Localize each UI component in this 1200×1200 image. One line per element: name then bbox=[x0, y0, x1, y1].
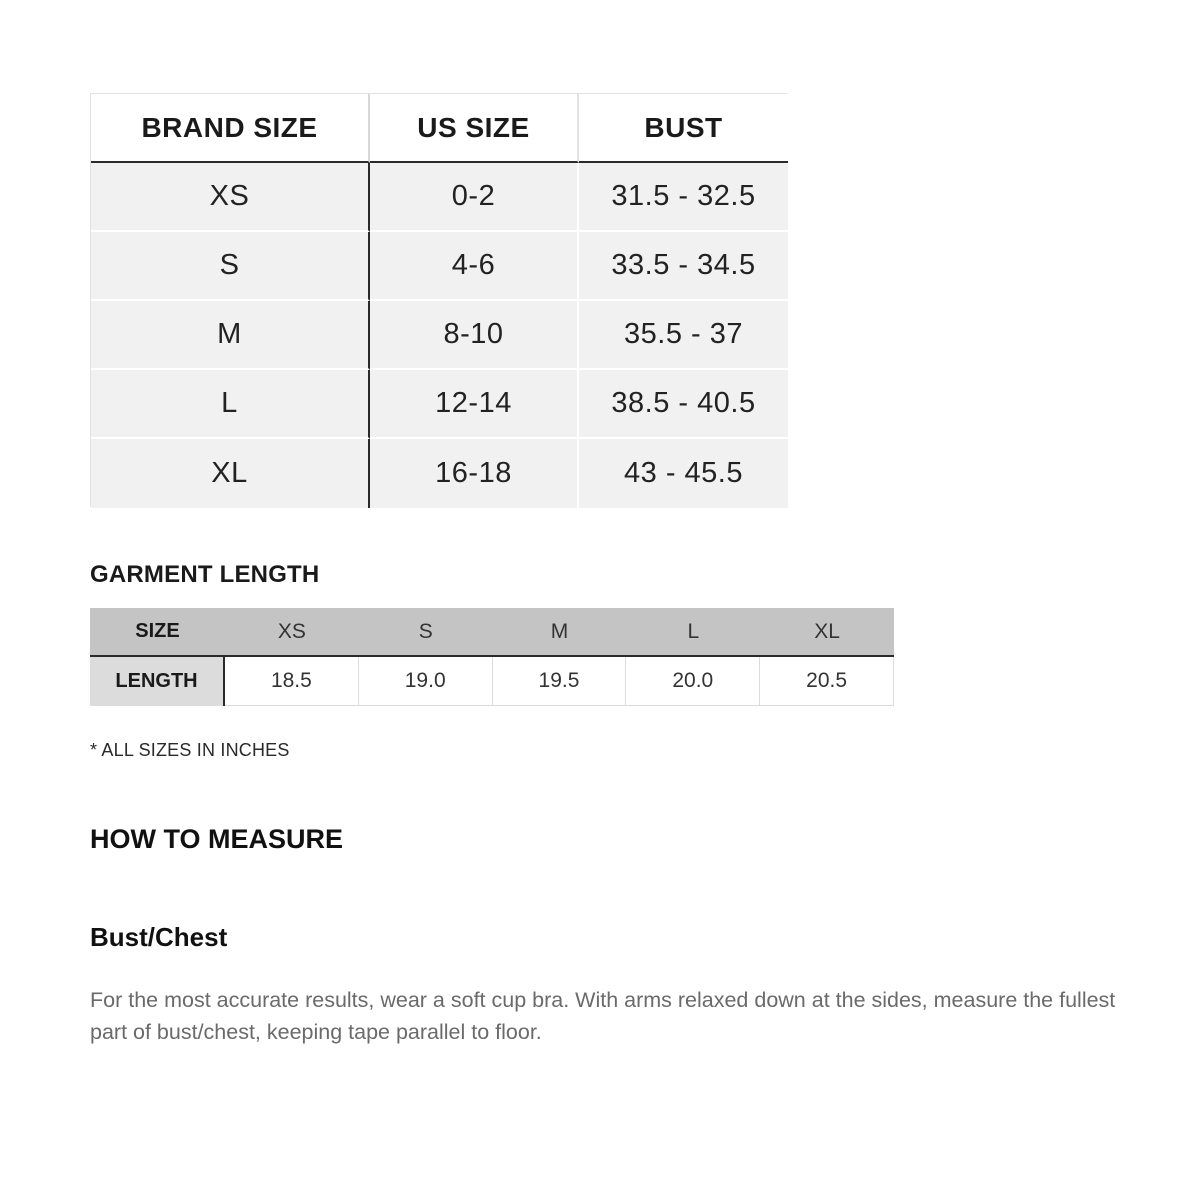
size-header: L bbox=[626, 608, 760, 657]
how-to-measure-title: HOW TO MEASURE bbox=[90, 824, 344, 854]
cell-us-size: 16-18 bbox=[370, 439, 579, 508]
length-value: 19.5 bbox=[493, 657, 627, 706]
cell-brand-size: XS bbox=[91, 163, 370, 232]
cell-bust: 33.5 - 34.5 bbox=[579, 232, 788, 301]
size-row-label: SIZE bbox=[90, 608, 225, 657]
size-header: XS bbox=[225, 608, 359, 657]
size-header: XL bbox=[760, 608, 894, 657]
cell-bust: 38.5 - 40.5 bbox=[579, 370, 788, 439]
garment-length-table bbox=[90, 608, 894, 706]
header-bust: BUST bbox=[579, 94, 788, 163]
size-chart-table bbox=[90, 93, 787, 507]
cell-bust: 31.5 - 32.5 bbox=[579, 163, 788, 232]
cell-us-size: 0-2 bbox=[370, 163, 579, 232]
garment-length-title: GARMENT LENGTH bbox=[90, 561, 320, 588]
length-value: 19.0 bbox=[359, 657, 493, 706]
bust-chest-heading: Bust/Chest bbox=[90, 922, 228, 952]
cell-us-size: 12-14 bbox=[370, 370, 579, 439]
cell-us-size: 4-6 bbox=[370, 232, 579, 301]
length-value: 20.0 bbox=[626, 657, 760, 706]
bust-chest-instructions: For the most accurate results, wear a soft cup bra. With arms relaxed down at the sides, measure the fullest part of bust/chest, keeping tape parallel to floor. bbox=[90, 988, 1116, 1044]
cell-us-size: 8-10 bbox=[370, 301, 579, 370]
cell-brand-size: XL bbox=[91, 439, 370, 508]
size-header: M bbox=[493, 608, 627, 657]
header-us-size: US SIZE bbox=[370, 94, 579, 163]
cell-brand-size: S bbox=[91, 232, 370, 301]
cell-brand-size: M bbox=[91, 301, 370, 370]
cell-brand-size: L bbox=[91, 370, 370, 439]
length-value: 18.5 bbox=[225, 657, 359, 706]
length-row-label: LENGTH bbox=[90, 657, 225, 706]
length-value: 20.5 bbox=[760, 657, 894, 706]
cell-bust: 35.5 - 37 bbox=[579, 301, 788, 370]
units-footnote: * ALL SIZES IN INCHES bbox=[90, 740, 290, 760]
cell-bust: 43 - 45.5 bbox=[579, 439, 788, 508]
size-header: S bbox=[359, 608, 493, 657]
header-brand-size: BRAND SIZE bbox=[91, 94, 370, 163]
